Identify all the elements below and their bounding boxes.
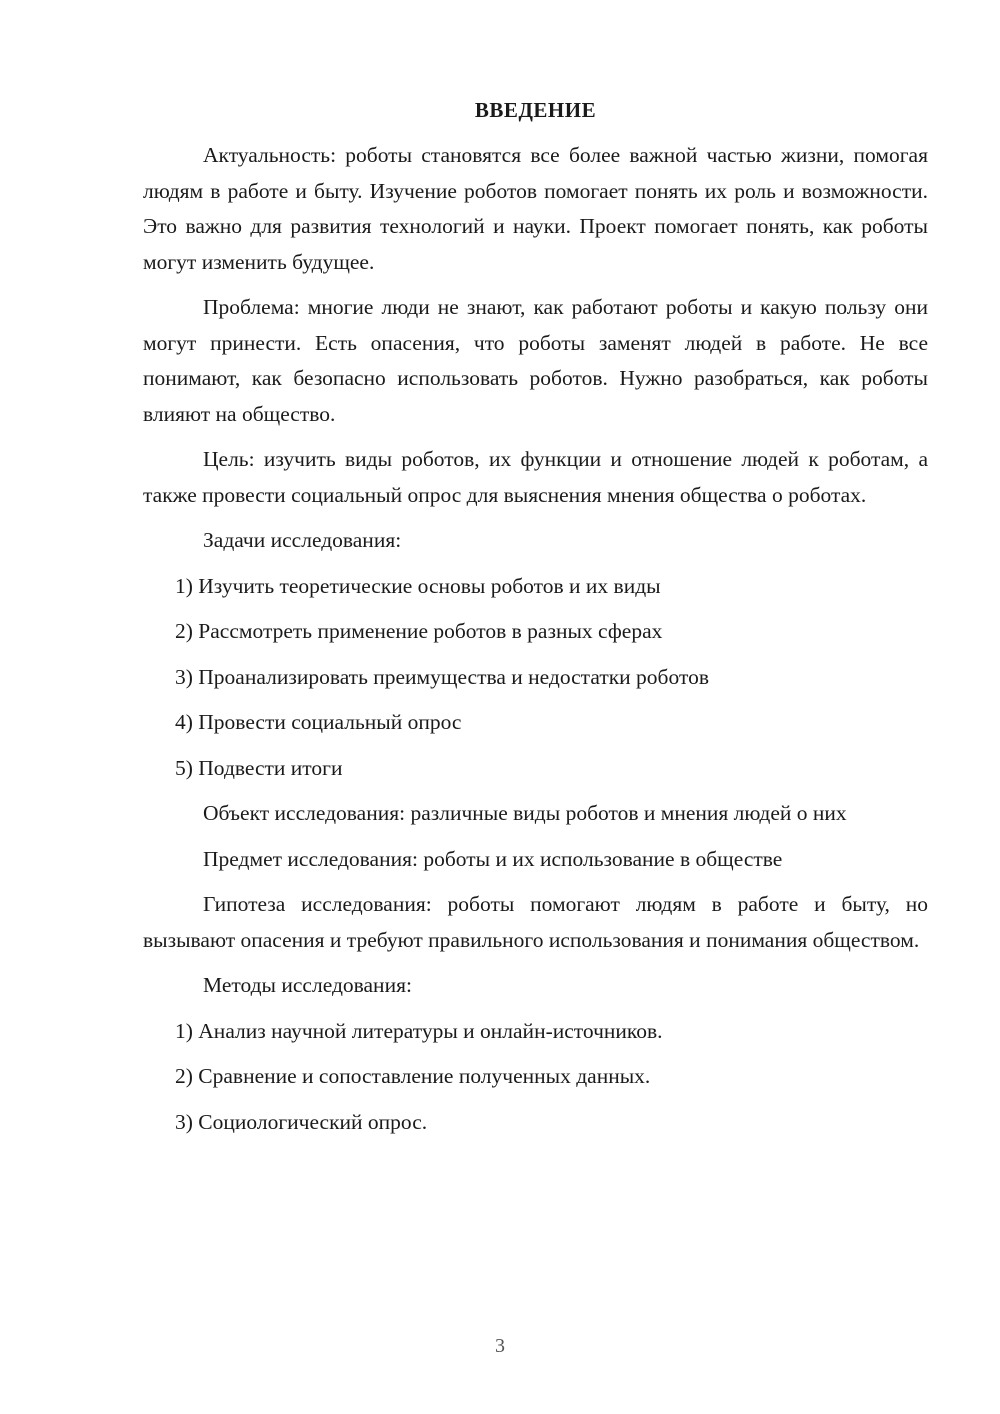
section-title: ВВЕДЕНИЕ — [474, 98, 597, 122]
document-body — [143, 92, 928, 1150]
method-item: 3) Социологический опрос. — [175, 1109, 428, 1134]
task-item: 4) Провести социальный опрос — [175, 710, 462, 734]
page-number: 3 — [495, 1335, 505, 1357]
method-item: 1) Анализ научной литературы и онлайн-источников. — [175, 1018, 663, 1043]
object-paragraph: Объект исследования: различные виды роботов и мнения людей о них — [203, 801, 847, 825]
method-item: 2) Сравнение и сопоставление полученных данных. — [175, 1064, 651, 1088]
task-item: 2) Рассмотреть применение роботов в разных сферах — [175, 619, 663, 643]
task-item: 5) Подвести итоги — [175, 755, 343, 780]
goal-paragraph: Цель: изучить виды роботов, их функции и отношение людей к роботам, а также провести социальный опрос для выяснения мнения общества о роботах. — [143, 447, 928, 507]
task-item: 1) Изучить теоретические основы роботов и их виды — [175, 573, 661, 598]
problem-paragraph: Проблема: многие люди не знают, как работают роботы и какую пользу они могут принести. Есть опасения, что роботы заменят людей в работе. Не все понимают, как безопасно использовать роботов. Нужно разобраться, как роботы влияют на общество. — [143, 295, 928, 426]
subject-paragraph: Предмет исследования: роботы и их использование в обществе — [203, 846, 783, 871]
relevance-paragraph: Актуальность: роботы становятся все более важной частью жизни, помогая людям в работе и быту. Изучение роботов помогает понять их роль и возможности. Это важно для развития технологий и науки. Проект помогает понять, как роботы могут изменить будущее. — [143, 143, 928, 274]
task-item: 3) Проанализировать преимущества и недостатки роботов — [175, 664, 709, 689]
methods-heading: Методы исследования: — [203, 973, 412, 997]
hypothesis-paragraph: Гипотеза исследования: роботы помогают людям в работе и быту, но вызывают опасения и требуют правильного использования и понимания обществом. — [143, 892, 928, 952]
tasks-heading: Задачи исследования: — [203, 528, 402, 552]
